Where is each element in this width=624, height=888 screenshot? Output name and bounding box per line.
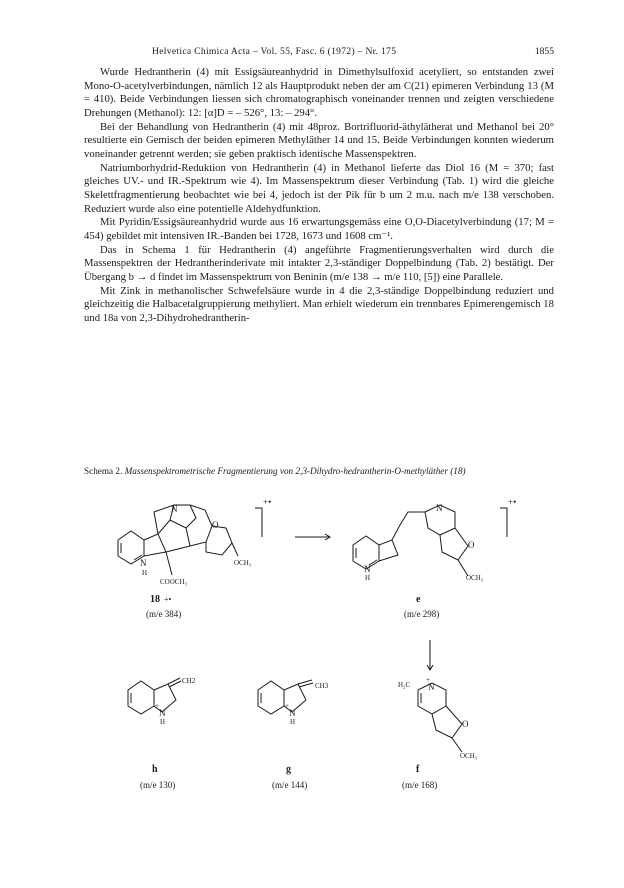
atom-nh: N [364, 564, 371, 574]
atom-nh: N [140, 558, 147, 568]
caption-title: Massenspektrometrische Fragmentierung von 2,3-Dihydro-hedrantherin-O-methyläther (18) [124, 466, 466, 476]
atom-o: O [468, 540, 475, 550]
atom-n: N [171, 504, 178, 514]
atom-o: O [212, 520, 219, 530]
charge-plus: + [155, 702, 159, 710]
atom-n: N [436, 503, 443, 513]
atom-ch2: CH2 [182, 677, 196, 685]
charge-plus: + [426, 676, 430, 684]
mz-value: (m/e 130) [140, 780, 176, 790]
compound-label: 18 [150, 594, 160, 605]
paragraph: Das in Schema 1 für Hedrantherin (4) angeführte Fragmentierungsverhalten wird durch die Massenspektren der Hedrantherinderivate mit intakter 2,3-ständiger Doppelbindung (Tab. 2) bestätigt. Der Übergang b → d findet im Massenspektrum von Beninin (m/e 138 → m/e 110, [5]) eine Parallele. [84, 243, 554, 283]
page-number: 1855 [534, 46, 554, 57]
ion-mark: +• [263, 497, 272, 507]
atom-h: H [365, 574, 371, 582]
mz-value: (m/e 384) [146, 609, 182, 619]
paragraph: Mit Zink in methanolischer Schwefelsäure wurde in 4 die 2,3-ständige Doppelbindung reduziert und gleichzeitig die Halbacetalgruppierung methyliert. Man erhielt wiederum ein trennbares Epimerengemisch 18 und 18a von 2,3-Dihydrohedrantherin- [84, 284, 554, 324]
atom-h: H [160, 718, 166, 726]
atom-h2c: H₂C [398, 681, 411, 689]
paragraph: Wurde Hedrantherin (4) mit Essigsäureanhydrid in Dimethylsulfoxid acetyliert, so entstanden zwei Mono-O-acetylverbindungen, nämlich 12 als Hauptprodukt neben der am C(21) epimeren Verbindung 13 (M = 410). Beide Verbindungen liessen sich chromatographisch voneinander trennen und zeigten verschiedene Drehungen (Methanol): 12: [α]D = – 526°, 13: – 294°. [84, 66, 554, 119]
atom-h: H [290, 718, 296, 726]
atom-och3: OCH₃ [460, 752, 478, 760]
mz-value: (m/e 168) [402, 780, 438, 790]
compound-label: g [286, 764, 291, 775]
paragraph: Mit Pyridin/Essigsäureanhydrid wurde aus 16 erwartungsgemäss eine O,O-Diacetylverbindung (17; M = 454) gebildet mit intensiven IR.-Banden bei 1728, 1673 und 1608 cm⁻¹. [84, 216, 554, 242]
structure-f [418, 683, 462, 752]
ion-suffix: +• [164, 595, 172, 604]
compound-label: f [416, 764, 420, 775]
atom-och3: OCH₃ [466, 574, 484, 582]
atom-ch3: CH3 [315, 682, 329, 690]
atom-n: N [428, 682, 435, 692]
caption-prefix: Schema 2. [84, 466, 123, 476]
atom-n: N [159, 708, 166, 718]
atom-cooch3: COOCH₃ [160, 578, 187, 586]
atom-o: O [462, 719, 469, 729]
atom-och3: OCH₃ [234, 559, 252, 567]
compound-label: h [152, 764, 158, 775]
paragraph: Natriumborhydrid-Reduktion von Hedrantherin (4) in Methanol lieferte das Diol 16 (M = 370; fast gleiches UV.- und IR.-Spektrum wie 4). Im Massenspektrum dieser Verbindung (Tab. 1) wird die gleiche Skelettfragmentierung beobachtet wie bei 4, jedoch ist der Pik für b um 2 m.u. nach m/e 138 verschoben. Reduziert wurde also eine potentielle Aldehydfunktion. [84, 161, 554, 215]
journal-citation: Helvetica Chimica Acta – Vol. 55, Fasc. 6 (1972) – Nr. 175 [152, 46, 397, 57]
compound-label: e [416, 594, 421, 605]
structure-18 [118, 505, 238, 575]
charge-plus: + [285, 702, 289, 710]
mz-value: (m/e 144) [272, 780, 308, 790]
mz-value: (m/e 298) [404, 609, 440, 619]
ion-mark: +• [508, 497, 517, 507]
atom-n: N [289, 708, 296, 718]
atom-h: H [142, 569, 148, 577]
paragraph: Bei der Behandlung von Hedrantherin (4) mit 48proz. Bortrifluorid-äthylätherat und Methanol bei 20° resultierte ein Gemisch der beiden epimeren Methyläther 14 und 15. Beide Verbindungen konnten wiederum voneinander getrennt werden; sie geben praktisch identische Massenspektren. [84, 120, 554, 160]
